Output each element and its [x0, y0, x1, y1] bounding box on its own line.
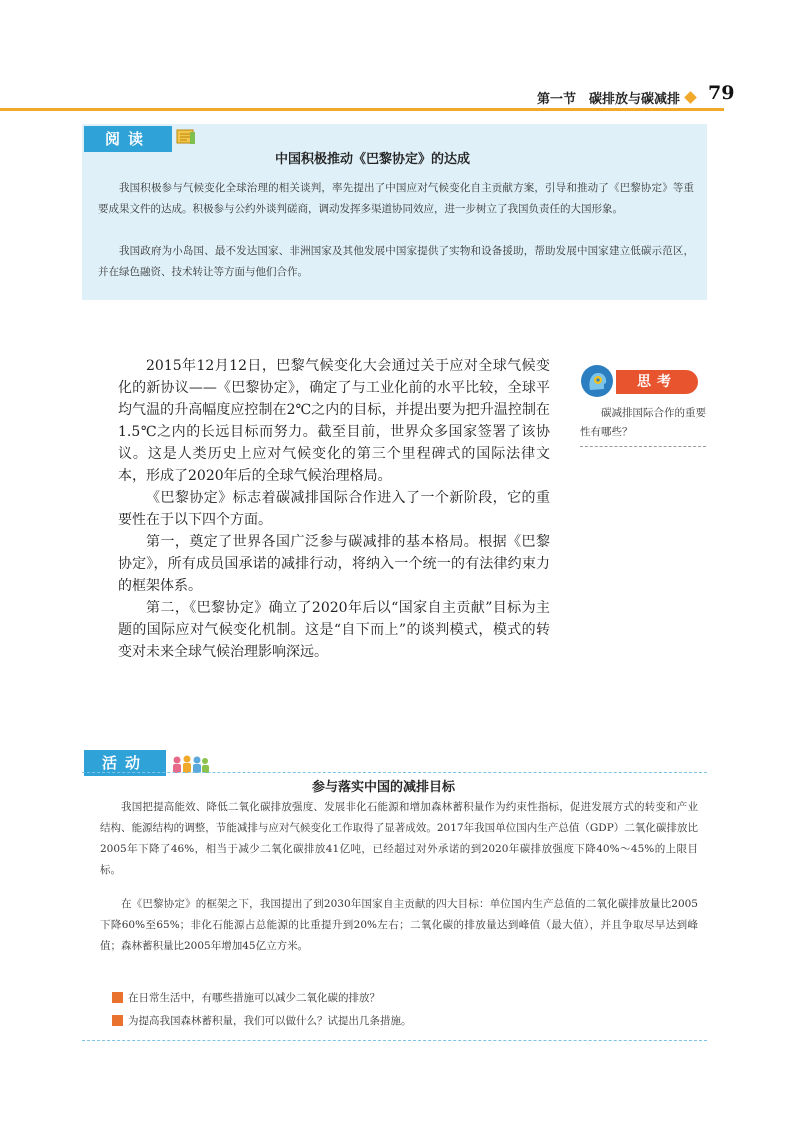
activity-paragraph: 我国把提高能效、降低二氧化碳排放强度、发展非化石能源和增加森林蓄积量作为约束性指标，促进发展方式的转变和产业结构、能源结构的调整，节能减排与应对气候变化工作取得了显著成效。2017年我国单位国内生产总值（GDP）二氧化碳排放比2005年下降了46%，相当于减少二氧化碳排放41亿吨，已经超过对外承诺的到2020年碳排放强度下降40%～45%的上限目标。: [100, 801, 698, 876]
body-paragraph: 《巴黎协定》标志着碳减排国际合作进入了一个新阶段，它的重要性在于以下四个方面。: [118, 490, 550, 528]
header-divider: [0, 108, 724, 111]
book-icon: [176, 128, 196, 146]
square-bullet-icon: [112, 1015, 123, 1026]
question-text: 为提高我国森林蓄积量，我们可以做什么？试提出几条措施。: [128, 1015, 412, 1027]
activity-paragraph: 在《巴黎协定》的框架之下，我国提出了到2030年国家自主贡献的四大目标：单位国内生产总值的二氧化碳排放量比2005下降60%至65%；非化石能源占总能源的比重提升到20%左右；二氧化碳的排放量达到峰值（最大值），并且争取尽早达到峰值；森林蓄积量比2005年增加45亿立方米。: [100, 898, 698, 952]
body-paragraph: 第一，奠定了世界各国广泛参与碳减排的基本格局。根据《巴黎协定》，所有成员国承诺的减排行动，将纳入一个统一的有法律约束力的框架体系。: [118, 534, 550, 594]
activity-question: [128, 1013, 412, 1028]
think-header: [580, 364, 698, 404]
think-label: 思考: [616, 370, 698, 394]
reading-tag: 阅读: [84, 126, 172, 152]
group-people-icon: [170, 754, 210, 774]
question-text: 在日常生活中，有哪些措施可以减少二氧化碳的排放？: [128, 992, 380, 1004]
head-gear-icon: [580, 364, 614, 398]
reading-title: 中国积极推动《巴黎协定》的达成: [275, 152, 471, 167]
square-bullet-icon: [112, 992, 123, 1003]
page-number: 79: [708, 82, 735, 104]
body-paragraph: 第二，《巴黎协定》确立了2020年后以“国家自主贡献”目标为主题的国际应对气候变化机制。这是“自下而上”的谈判模式，模式的转变对未来全球气候治理影响深远。: [118, 600, 550, 660]
activity-title: 参与落实中国的减排目标: [312, 780, 456, 795]
reading-paragraph: 我国积极参与气候变化全球治理的相关谈判，率先提出了中国应对气候变化自主贡献方案，引导和推动了《巴黎协定》等重要成果文件的达成。积极参与公约外谈判磋商，调动发挥多渠道协同效应，进一步树立了我国负责任的大国形象。: [98, 182, 694, 215]
activity-divider-bottom: [82, 1040, 707, 1041]
think-question: 碳减排国际合作的重要性有哪些？: [580, 404, 706, 447]
section-title: 第一节 碳排放与碳减排: [536, 92, 680, 107]
activity-divider-top: [82, 772, 707, 773]
activity-question: [128, 990, 380, 1005]
reading-paragraph: 我国政府为小岛国、最不发达国家、非洲国家及其他发展中国家提供了实物和设备援助，帮助发展中国家建立低碳示范区，并在绿色融资、技术转让等方面与他们合作。: [98, 245, 694, 278]
diamond-icon: [684, 91, 697, 104]
main-body: [118, 355, 550, 663]
body-paragraph: 2015年12月12日，巴黎气候变化大会通过关于应对全球气候变化的新协议——《巴黎协定》，确定了与工业化前的水平比较，全球平均气温的升高幅度应控制在2℃之内的目标，并提出要为把升温控制在1.5℃之内的长远目标而努力。截至目前，世界众多国家签署了该协议。这是人类历史上应对气候变化的第三个里程碑式的国际法律文本，形成了2020年后的全球气候治理格局。: [118, 358, 550, 484]
page-header: [0, 84, 800, 106]
activity-tag: 活动: [84, 750, 166, 776]
